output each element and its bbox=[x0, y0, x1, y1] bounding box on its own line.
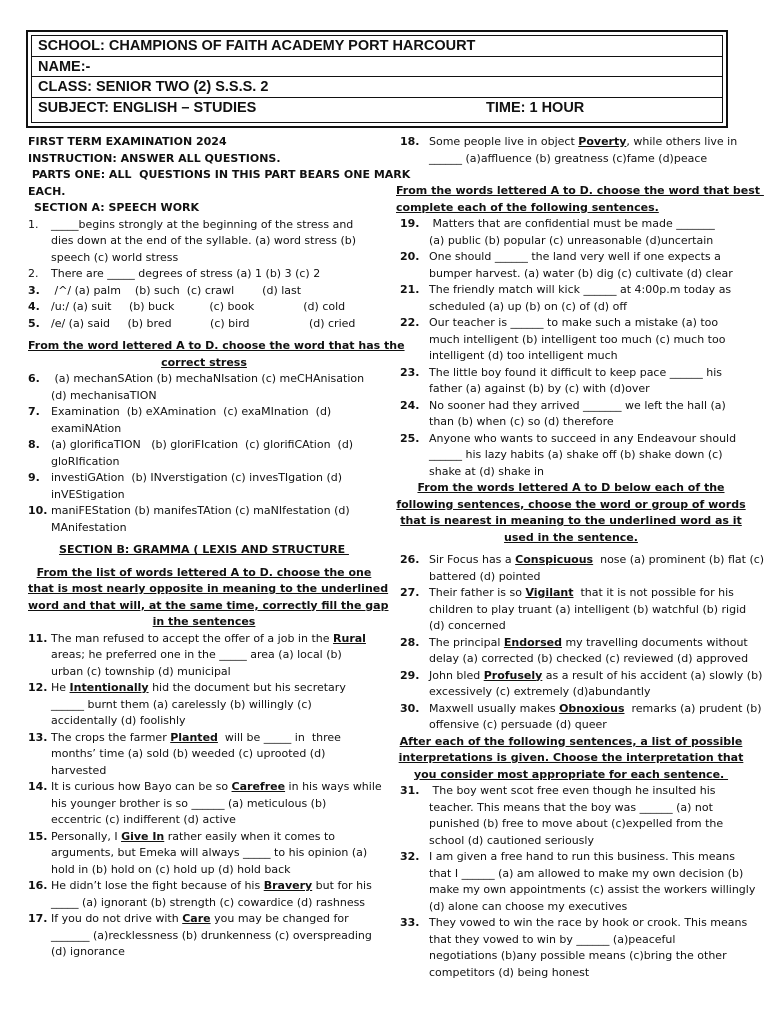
question-line bbox=[51, 845, 380, 862]
question-item bbox=[28, 730, 380, 780]
question-line bbox=[51, 371, 380, 388]
question-text: teacher. This means that the boy was ______ (a) not bbox=[429, 800, 713, 814]
question-item bbox=[396, 701, 762, 734]
exam-header-inner bbox=[31, 35, 723, 123]
question-line bbox=[429, 783, 746, 800]
question-text: excessively (c) extremely (d)abundantly bbox=[429, 685, 651, 698]
question-number: 5. bbox=[28, 316, 40, 330]
question-text: examiNAtion bbox=[51, 421, 122, 435]
question-line bbox=[51, 730, 380, 747]
question-line bbox=[51, 812, 380, 829]
question-text: Maxwell usually makes bbox=[429, 701, 560, 715]
heading-line: interpretations is given. Choose the interpretation that bbox=[398, 751, 744, 764]
question-line bbox=[51, 647, 380, 664]
question-item bbox=[28, 316, 380, 333]
question-text: (d) concerned bbox=[429, 619, 506, 632]
question-text: /u:/ (a) suit (b) buck (c) book (d) cold bbox=[51, 300, 346, 313]
heading-line: complete each of the following sentences. bbox=[396, 200, 659, 214]
question-item bbox=[28, 266, 380, 283]
question-line bbox=[51, 217, 380, 234]
question-item bbox=[28, 283, 380, 300]
question-text: MAnifestation bbox=[51, 520, 127, 534]
question-text: harvested bbox=[51, 763, 107, 777]
heading-line: used in the sentence. bbox=[504, 530, 638, 544]
question-text: Examination (b) eXAmination (c) exaMInation (d) bbox=[51, 405, 332, 418]
question-line bbox=[429, 332, 746, 349]
question-line bbox=[51, 796, 380, 813]
section-a-heading: SECTION A: SPEECH WORK bbox=[34, 201, 200, 214]
question-text: (a) public (b) popular (c) unreasonable (d)uncertain bbox=[429, 233, 714, 247]
question-number: 31. bbox=[400, 784, 420, 797]
time-label: TIME: 1 HOUR bbox=[486, 99, 585, 116]
question-text: investiGAtion (b) INverstigation (c) invesTIgation (d) bbox=[51, 471, 343, 484]
question-line bbox=[429, 398, 746, 415]
question-text: nose (a) prominent (b) flat (c) bbox=[593, 553, 765, 566]
question-number: 18. bbox=[400, 135, 420, 148]
question-number: 33. bbox=[400, 916, 420, 929]
question-line bbox=[51, 911, 380, 928]
question-line bbox=[51, 779, 380, 796]
question-text: dies down at the end of the syllable. (a) word stress (b) bbox=[51, 234, 357, 247]
question-line bbox=[51, 878, 380, 895]
question-number: 4. bbox=[28, 300, 40, 313]
question-number: 14. bbox=[28, 780, 48, 793]
question-line bbox=[51, 680, 380, 697]
question-text: hold in (b) hold on (c) hold up (d) hold back bbox=[51, 862, 291, 876]
question-number: 28. bbox=[400, 635, 420, 649]
question-line bbox=[51, 316, 380, 333]
question-number: 27. bbox=[400, 586, 420, 599]
question-item bbox=[396, 783, 746, 849]
question-text: He bbox=[51, 681, 70, 694]
question-item bbox=[28, 299, 380, 316]
question-number: 11. bbox=[28, 631, 48, 645]
underlined-word: Carefree bbox=[231, 780, 286, 793]
question-line bbox=[429, 684, 746, 701]
question-text: Some people live in object bbox=[429, 135, 579, 148]
heading-line: you consider most appropriate for each sentence. bbox=[413, 767, 729, 781]
school-line: SCHOOL: CHAMPIONS OF FAITH ACADEMY PORT HARCOURT bbox=[32, 36, 722, 57]
question-item bbox=[396, 249, 746, 282]
question-text: his younger brother is so ______ (a) meticulous (b) bbox=[51, 796, 327, 810]
question-text: If you do not drive with bbox=[51, 912, 183, 925]
question-line bbox=[51, 664, 380, 681]
question-text: (d) mechanisaTION bbox=[51, 388, 157, 402]
question-text: (d) alone can choose my executives bbox=[429, 899, 628, 913]
question-number: 23. bbox=[400, 365, 420, 379]
heading-line: From the words lettered A to D below each of the bbox=[417, 481, 725, 494]
question-number: 1. bbox=[28, 217, 39, 231]
question-line bbox=[51, 487, 380, 504]
question-text: urban (c) township (d) municipal bbox=[51, 664, 231, 678]
question-text: The friendly match will kick ______ at 4:00p.m today as bbox=[429, 283, 732, 296]
question-line bbox=[429, 315, 746, 332]
heading-line: in the sentences bbox=[152, 615, 256, 628]
question-text: negotiations (b)any possible means (c)bring the other bbox=[429, 949, 727, 962]
question-item bbox=[396, 282, 746, 315]
question-text: The crops the farmer bbox=[51, 730, 171, 744]
heading-line: From the words lettered A to D. choose the word that best bbox=[396, 184, 764, 197]
question-item bbox=[28, 779, 380, 829]
question-text: much intelligent (b) intelligent too much (c) much too bbox=[429, 332, 726, 346]
question-text: in his ways while bbox=[285, 780, 382, 793]
exam-title: FIRST TERM EXAMINATION 2024 bbox=[28, 135, 227, 148]
question-line bbox=[51, 829, 380, 846]
question-text: delay (a) corrected (b) checked (c) reviewed (d) approved bbox=[429, 652, 749, 665]
question-item bbox=[28, 470, 380, 503]
question-line bbox=[429, 915, 746, 932]
question-text: ______ (a)affluence (b) greatness (c)fame (d)peace bbox=[429, 151, 708, 165]
question-text: accidentally (d) foolishly bbox=[51, 714, 186, 727]
question-line bbox=[51, 233, 380, 250]
question-line bbox=[429, 216, 746, 233]
question-line bbox=[51, 697, 380, 714]
question-line bbox=[51, 895, 380, 912]
question-item bbox=[28, 437, 380, 470]
question-number: 7. bbox=[28, 405, 40, 418]
question-item bbox=[396, 398, 746, 431]
question-item bbox=[28, 911, 380, 961]
class-line: CLASS: SENIOR TWO (2) S.S.S. 2 bbox=[32, 77, 722, 98]
question-line bbox=[429, 447, 746, 464]
question-item bbox=[396, 915, 746, 981]
question-item bbox=[396, 585, 746, 635]
underlined-word: Profusely bbox=[483, 668, 543, 682]
question-number: 24. bbox=[400, 398, 420, 412]
question-text: Our teacher is ______ to make such a mistake (a) too bbox=[429, 316, 719, 329]
question-text: months’ time (a) sold (b) weeded (c) uprooted (d) bbox=[51, 747, 326, 760]
question-text: /e/ (a) said (b) bred (c) bird (d) cried bbox=[51, 316, 356, 330]
question-line bbox=[429, 365, 746, 382]
question-line bbox=[429, 651, 749, 668]
part-one-line: PARTS ONE: ALL QUESTIONS IN THIS PART BEARS ONE MARK bbox=[28, 168, 411, 181]
question-text: punished (b) free to move about (c)expelled from the bbox=[429, 817, 724, 830]
question-text: eccentric (c) indifferent (d) active bbox=[51, 813, 236, 826]
instruction-line: INSTRUCTION: ANSWER ALL QUESTIONS. bbox=[28, 151, 281, 165]
question-text: inVEStigation bbox=[51, 487, 125, 501]
question-text: father (a) against (b) by (c) with (d)over bbox=[429, 382, 650, 395]
question-line bbox=[429, 414, 746, 431]
question-item bbox=[396, 315, 746, 365]
question-text: remarks (a) prudent (b) bbox=[624, 701, 762, 715]
question-text: The principal bbox=[429, 635, 504, 649]
question-line bbox=[429, 800, 746, 817]
question-text: school (d) cautioned seriously bbox=[429, 833, 594, 847]
name-line: NAME:- bbox=[32, 57, 722, 78]
question-line bbox=[429, 965, 746, 982]
question-text: areas; he preferred one in the _____ area (a) local (b) bbox=[51, 648, 342, 661]
question-number: 26. bbox=[400, 553, 420, 566]
question-line bbox=[51, 631, 380, 648]
question-text: that I ______ (a) am allowed to make my own decision (b) bbox=[429, 866, 744, 880]
heading-line: that is most nearly opposite in meaning to the underlined bbox=[28, 582, 389, 595]
question-line bbox=[429, 381, 746, 398]
instruction-heading bbox=[396, 734, 746, 784]
left-questions bbox=[28, 217, 405, 961]
question-line bbox=[51, 470, 380, 487]
underlined-word: Bravery bbox=[263, 879, 313, 892]
question-item bbox=[396, 134, 746, 167]
question-item bbox=[396, 365, 746, 398]
question-item bbox=[28, 680, 380, 730]
question-line bbox=[429, 899, 746, 916]
question-text: ______ his lazy habits (a) shake off (b) shake down (c) bbox=[429, 448, 723, 461]
question-line bbox=[429, 701, 762, 718]
question-item bbox=[28, 829, 380, 879]
question-text: The little boy found it difficult to keep pace ______ his bbox=[429, 365, 723, 379]
question-number: 22. bbox=[400, 316, 420, 329]
question-text: bumper harvest. (a) water (b) dig (c) cultivate (d) clear bbox=[429, 266, 733, 280]
question-item bbox=[28, 503, 380, 536]
question-number: 12. bbox=[28, 681, 48, 694]
question-text: battered (d) pointed bbox=[429, 569, 541, 583]
question-text: ______ burnt them (a) carelessly (b) willingly (c) bbox=[51, 697, 312, 711]
question-number: 29. bbox=[400, 668, 420, 682]
right-column bbox=[396, 134, 765, 981]
question-item bbox=[28, 878, 380, 911]
instruction-heading bbox=[28, 338, 405, 371]
question-item bbox=[28, 631, 380, 681]
question-item bbox=[396, 431, 746, 481]
question-item bbox=[396, 552, 765, 585]
question-line bbox=[429, 717, 746, 734]
question-number: 16. bbox=[28, 879, 48, 892]
heading-line: SECTION B: GRAMMA ( LEXIS AND STRUCTURE bbox=[59, 543, 349, 556]
instruction-heading bbox=[28, 542, 380, 559]
heading-line: following sentences, choose the word or group of words bbox=[396, 497, 746, 511]
question-line bbox=[429, 866, 746, 883]
question-number: 6. bbox=[28, 372, 40, 385]
question-text: /^/ (a) palm (b) such (c) crawl (d) last bbox=[51, 283, 302, 297]
question-line bbox=[429, 932, 746, 949]
question-number: 19. bbox=[400, 217, 420, 230]
question-number: 25. bbox=[400, 431, 420, 445]
question-text: Anyone who wants to succeed in any Endeavour should bbox=[429, 431, 737, 445]
heading-line: that is nearest in meaning to the underlined word as it bbox=[400, 514, 742, 527]
question-text: The boy went scot free even though he insulted his bbox=[429, 784, 716, 797]
question-text: that it is not possible for his bbox=[573, 586, 734, 599]
question-line bbox=[51, 928, 380, 945]
question-text: than (b) when (c) so (d) therefore bbox=[429, 415, 614, 428]
question-text: (d) ignorance bbox=[51, 945, 125, 958]
question-text: you may be changed for bbox=[210, 912, 349, 925]
underlined-word: Planted bbox=[170, 730, 218, 744]
question-line bbox=[51, 944, 380, 961]
question-line bbox=[429, 431, 746, 448]
question-line bbox=[429, 348, 746, 365]
question-number: 3. bbox=[28, 283, 40, 297]
question-line bbox=[429, 569, 746, 586]
question-text: maniFEStation (b) manifesTAtion (c) maNIfestation (d) bbox=[51, 504, 350, 517]
question-text: will be _____ in three bbox=[217, 730, 341, 744]
question-line bbox=[429, 602, 746, 619]
question-text: John bled bbox=[429, 668, 484, 682]
heading-line: word and that will, at the same time, correctly fill the gap bbox=[28, 598, 389, 612]
question-number: 2. bbox=[28, 267, 39, 280]
instruction-heading bbox=[396, 480, 746, 546]
question-text: scheduled (a) up (b) on (c) of (d) off bbox=[429, 299, 627, 313]
question-text: I am given a free hand to run this business. This means bbox=[429, 850, 735, 863]
question-item bbox=[28, 404, 380, 437]
question-item bbox=[28, 217, 380, 267]
question-text: rather easily when it comes to bbox=[164, 829, 336, 843]
exam-header-box bbox=[26, 30, 728, 128]
question-text: Sir Focus has a bbox=[429, 553, 516, 566]
question-line bbox=[51, 388, 380, 405]
question-text: competitors (d) being honest bbox=[429, 965, 590, 979]
question-line bbox=[429, 618, 746, 635]
part-one-line-cont: EACH. bbox=[28, 184, 66, 198]
question-text: _______ (a)recklessness (b) drunkenness (c) overspreading bbox=[51, 928, 372, 942]
question-line bbox=[429, 552, 765, 569]
question-line bbox=[51, 454, 380, 471]
question-line bbox=[51, 283, 380, 300]
question-text: (a) mechanSAtion (b) mechaNIsation (c) meCHAnisation bbox=[51, 372, 365, 385]
question-line bbox=[51, 763, 380, 780]
question-number: 21. bbox=[400, 283, 420, 296]
underlined-word: Obnoxious bbox=[559, 701, 625, 715]
underlined-word: Care bbox=[182, 912, 211, 925]
question-text: It is curious how Bayo can be so bbox=[51, 780, 232, 793]
question-text: intelligent (d) too intelligent much bbox=[429, 349, 618, 362]
question-item bbox=[396, 668, 763, 701]
question-line bbox=[429, 882, 756, 899]
question-text: Their father is so bbox=[429, 586, 526, 599]
question-item bbox=[396, 849, 756, 915]
question-line bbox=[429, 464, 746, 481]
underlined-word: Conspicuous bbox=[515, 553, 594, 566]
question-line bbox=[51, 437, 380, 454]
question-text: make my own appointments (c) assist the workers willingly bbox=[429, 883, 756, 896]
heading-line: After each of the following sentences, a list of possible bbox=[399, 734, 743, 748]
subject-label: SUBJECT: ENGLISH – STUDIES bbox=[38, 99, 257, 116]
question-text: _____ (a) ignorant (b) strength (c) cowardice (d) rashness bbox=[51, 895, 366, 909]
question-line bbox=[429, 249, 746, 266]
question-text: that they vowed to win by ______ (a)peaceful bbox=[429, 932, 676, 946]
question-item bbox=[28, 371, 380, 404]
heading-line: From the list of words lettered A to D. choose the one bbox=[36, 565, 372, 579]
question-number: 15. bbox=[28, 829, 48, 843]
heading-line: From the word lettered A to D. choose the word that has the bbox=[28, 339, 405, 352]
question-line bbox=[429, 816, 746, 833]
underlined-word: Vigilant bbox=[525, 586, 574, 599]
underlined-word: Endorsed bbox=[503, 635, 562, 649]
question-line bbox=[51, 520, 380, 537]
question-text: Matters that are confidential must be made _______ bbox=[429, 217, 715, 230]
question-text: There are _____ degrees of stress (a) 1 (b) 3 (c) 2 bbox=[51, 267, 321, 280]
question-number: 30. bbox=[400, 701, 420, 715]
question-line bbox=[429, 948, 746, 965]
question-line bbox=[51, 266, 380, 283]
question-item bbox=[396, 216, 746, 249]
question-number: 13. bbox=[28, 730, 48, 744]
question-line bbox=[51, 299, 380, 316]
question-line bbox=[51, 503, 380, 520]
question-text: (a) glorificaTION (b) gloriFIcation (c) glorifiCAtion (d) bbox=[51, 438, 354, 451]
question-line bbox=[51, 404, 380, 421]
question-line bbox=[51, 713, 380, 730]
question-text: _____begins strongly at the beginning of the stress and bbox=[51, 217, 354, 231]
question-text: hid the document but his secretary bbox=[148, 681, 346, 694]
question-line bbox=[51, 862, 380, 879]
question-line bbox=[429, 833, 746, 850]
question-text: but for his bbox=[312, 879, 372, 892]
instruction-heading bbox=[396, 183, 764, 216]
question-number: 20. bbox=[400, 250, 420, 263]
question-number: 9. bbox=[28, 471, 40, 484]
underlined-word: Intentionally bbox=[69, 681, 149, 694]
question-line bbox=[429, 266, 746, 283]
underlined-word: Poverty bbox=[578, 135, 627, 148]
question-text: shake at (d) shake in bbox=[429, 464, 545, 478]
question-line bbox=[51, 421, 380, 438]
question-text: He didn’t lose the fight because of his bbox=[51, 879, 264, 892]
heading-line: correct stress bbox=[161, 355, 247, 369]
question-line bbox=[429, 134, 746, 151]
question-text: The man refused to accept the offer of a job in the bbox=[51, 631, 334, 645]
instruction-heading bbox=[28, 565, 389, 631]
question-line bbox=[429, 635, 746, 652]
subject-line bbox=[32, 98, 722, 119]
question-number: 32. bbox=[400, 850, 420, 863]
question-text: gloRIfication bbox=[51, 454, 120, 468]
question-text: arguments, but Emeka will always _____ to his opinion (a) bbox=[51, 846, 368, 859]
question-text: offensive (c) persuade (d) queer bbox=[429, 718, 607, 731]
question-line bbox=[429, 282, 746, 299]
underlined-word: Give In bbox=[121, 829, 165, 843]
question-text: , while others live in bbox=[626, 135, 738, 148]
question-text: speech (c) world stress bbox=[51, 250, 179, 264]
question-number: 17. bbox=[28, 912, 48, 925]
question-text: One should ______ the land very well if one expects a bbox=[429, 250, 721, 263]
question-line bbox=[429, 233, 746, 250]
question-text: They vowed to win the race by hook or crook. This means bbox=[429, 916, 748, 929]
question-line bbox=[429, 849, 746, 866]
underlined-word: Rural bbox=[333, 631, 366, 645]
right-questions bbox=[396, 134, 765, 981]
question-line bbox=[429, 299, 746, 316]
question-text: Personally, I bbox=[51, 829, 122, 843]
question-text: my travelling documents without bbox=[561, 635, 748, 649]
question-line bbox=[429, 585, 746, 602]
question-line bbox=[429, 151, 746, 168]
question-line bbox=[429, 668, 763, 685]
question-number: 10. bbox=[28, 504, 48, 517]
question-text: children to play truant (a) intelligent (b) watchful (b) rigid bbox=[429, 602, 747, 616]
question-item bbox=[396, 635, 749, 668]
question-line bbox=[51, 746, 380, 763]
question-text: No sooner had they arrived _______ we left the hall (a) bbox=[429, 398, 726, 412]
question-number: 8. bbox=[28, 438, 40, 451]
question-line bbox=[51, 250, 380, 267]
question-text: as a result of his accident (a) slowly (b) bbox=[542, 668, 763, 682]
